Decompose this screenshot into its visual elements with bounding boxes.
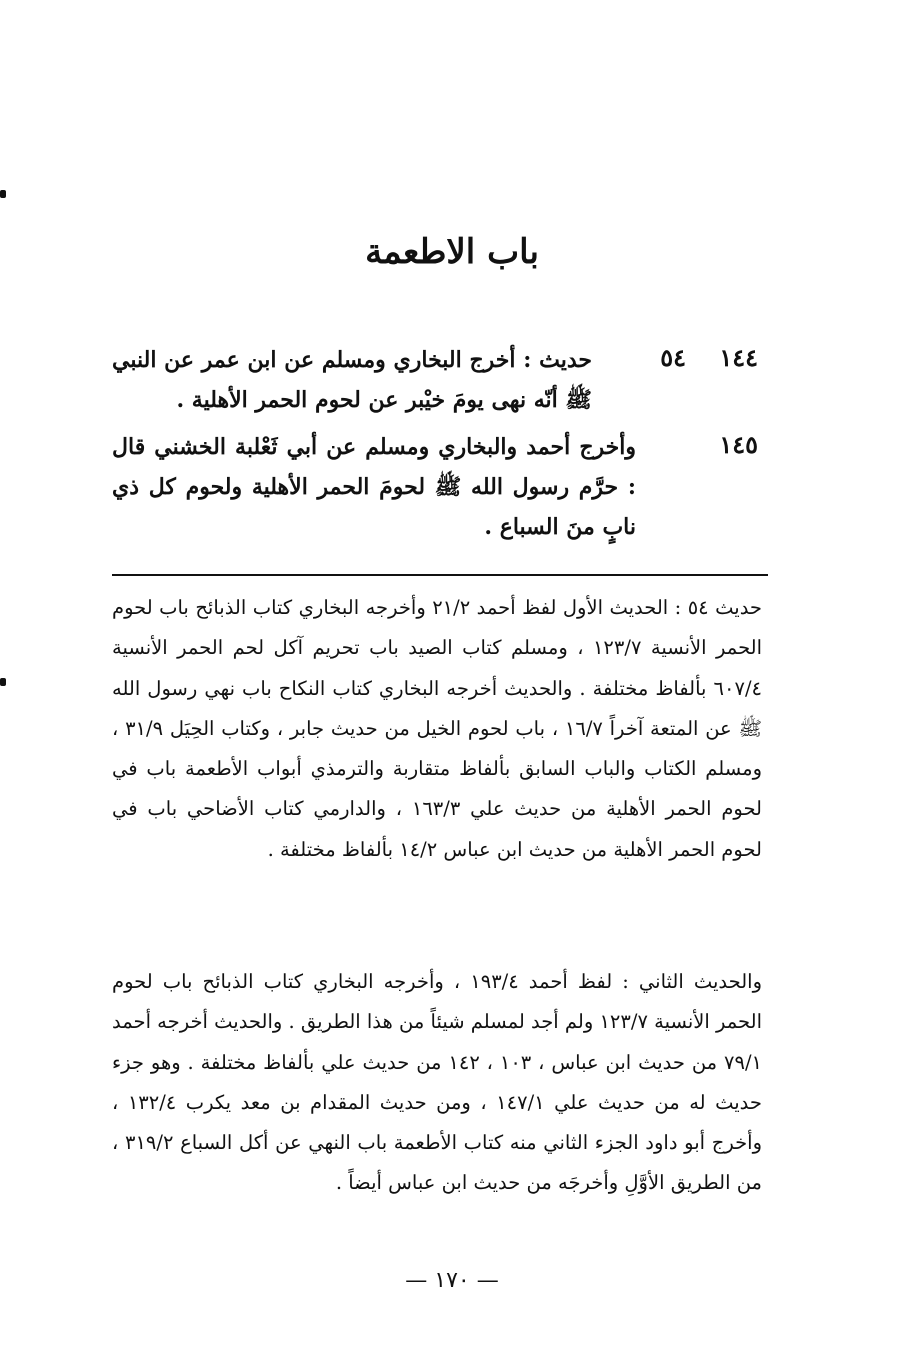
entry-number: ١٤٤ xyxy=(719,343,758,372)
footnote-separator xyxy=(112,574,768,576)
scan-edge-mark xyxy=(0,190,6,198)
chapter-title: باب الاطعمة xyxy=(365,232,539,272)
hadith-text: حديث : أخرج البخاري ومسلم عن ابن عمر عن النبي ﷺ أنّه نهى يومَ خيْبر عن لحوم الحمر الأهلية . xyxy=(112,347,592,413)
page-number: — ١٧٠ — xyxy=(405,1268,499,1293)
hadith-text: وأخرج أحمد والبخاري ومسلم عن أبي ثَعْلبة الخشني قال : حرَّم رسول الله ﷺ لحومَ الحمر الأهلية ولحوم كل ذي نابٍ منَ السباع . xyxy=(112,434,636,540)
entry-number: ١٤٥ xyxy=(719,430,758,459)
footnote-paragraph: حديث ٥٤ : الحديث الأول لفظ أحمد ٢١/٢ وأخرجه البخاري كتاب الذبائح باب لحوم الحمر الأنسية ١٢٣/٧ ، ومسلم كتاب الصيد باب تحريم آكل لحم الحمر الأنسية ٦٠٧/٤ بألفاظ مختلفة . والحديث أخرجه البخاري كتاب النكاح باب نهي رسول الله ﷺ عن المتعة آخراً ١٦/٧ ، باب لحوم الخيل من حديث جابر ، وكتاب الحِيَل ٣١/٩ ، ومسلم الكتاب والباب السابق بألفاظ متقاربة والترمذي أبواب الأطعمة باب في لحوم الحمر الأهلية من حديث علي ١٦٣/٣ ، والدارمي كتاب الأضاحي باب في لحوم الحمر الأهلية من حديث ابن عباس ١٤/٢ بألفاظ مختلفة . xyxy=(112,596,763,861)
scan-edge-mark xyxy=(0,678,6,686)
footnote-paragraph: والحديث الثاني : لفظ أحمد ١٩٣/٤ ، وأخرجه البخاري كتاب الذبائح باب لحوم الحمر الأنسية ١٢٣/٧ ولم أجد لمسلم شيئاً من هذا الطريق . والحديث أخرجه أحمد ٧٩/١ من حديث ابن عباس ، ١٠٣ ، ١٤٢ من حديث علي بألفاظ مختلفة . وهو جزء حديث له من حديث علي ١٤٧/١ ، ومن حديث المقدام بن معد يكرب ١٣٢/٤ ، وأخرج أبو داود الجزء الثاني منه كتاب الأطعمة باب النهي عن أكل السباع ٣١٩/٢ ، من الطريق الأوَّلِ وأخرجَه من حديث ابن عباس أيضاً . xyxy=(112,970,763,1195)
entry-subnumber: ٥٤ xyxy=(660,343,686,372)
